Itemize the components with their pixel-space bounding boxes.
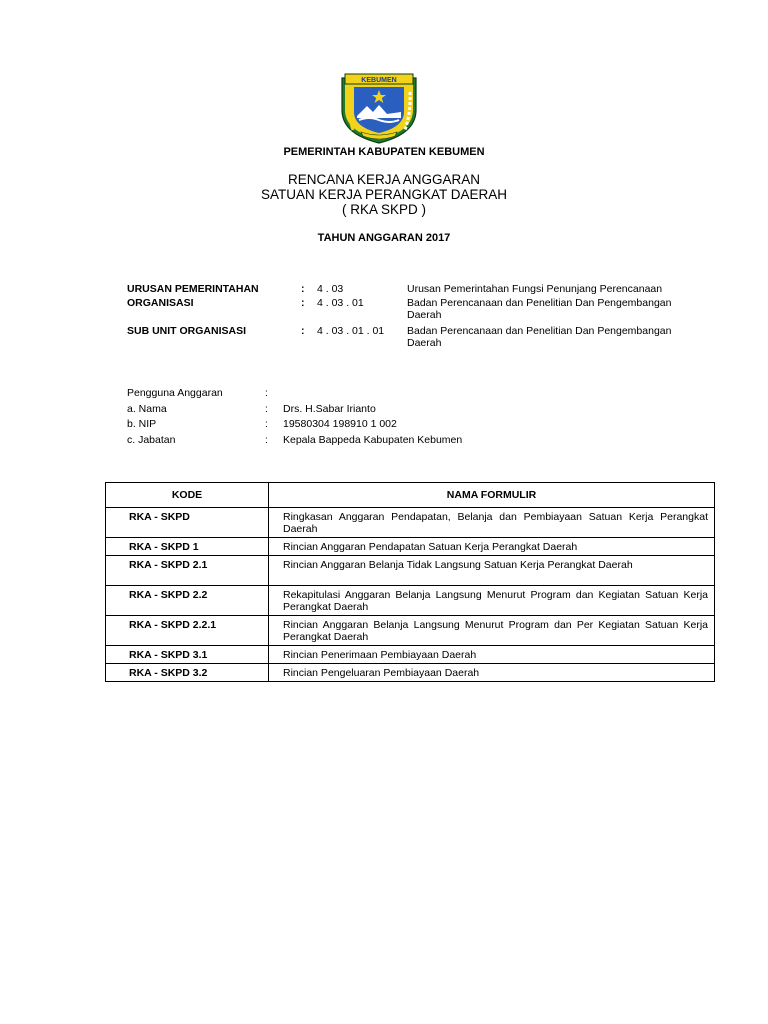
info-row-organisasi [127, 297, 707, 325]
info-code: 4 . 03 . 01 [317, 297, 364, 309]
organization-info [127, 283, 707, 353]
table-header-row [106, 483, 715, 508]
form-code: RKA - SKPD 3.1 [106, 646, 269, 664]
budget-user-label: c. Jabatan [127, 433, 176, 446]
form-name: Rincian Anggaran Belanja Tidak Langsung Satuan Kerja Perangkat Daerah [269, 556, 715, 586]
table-row [106, 586, 715, 616]
form-code: RKA - SKPD 2.1 [106, 556, 269, 586]
table-row [106, 508, 715, 538]
government-name: PEMERINTAH KABUPATEN KEBUMEN [283, 146, 485, 158]
table-row [106, 616, 715, 646]
column-header-code: KODE [106, 483, 269, 508]
document-title-line-3: ( RKA SKPD ) [341, 202, 427, 217]
form-code: RKA - SKPD 2.2 [106, 586, 269, 616]
form-code: RKA - SKPD 1 [106, 538, 269, 556]
budget-user-label: b. NIP [127, 418, 157, 430]
budget-user-colon: : [265, 418, 268, 430]
table-row [106, 538, 715, 556]
form-name: Ringkasan Anggaran Pendapatan, Belanja dan Pembiayaan Satuan Kerja Perangkat Daerah [269, 508, 715, 538]
fiscal-year: TAHUN ANGGARAN 2017 [317, 232, 451, 244]
svg-text:KEBUMEN: KEBUMEN [361, 77, 397, 84]
info-label: URUSAN PEMERINTAHAN [127, 283, 259, 295]
form-name: Rincian Pengeluaran Pembiayaan Daerah [269, 664, 715, 682]
budget-user-colon: : [265, 387, 268, 399]
budget-user-row-position [127, 434, 707, 450]
budget-user-heading: Pengguna Anggaran [127, 387, 223, 399]
budget-user-colon: : [265, 433, 268, 446]
info-colon: : [301, 325, 305, 337]
info-label: ORGANISASI [127, 297, 194, 309]
info-colon: : [301, 283, 305, 295]
form-code: RKA - SKPD [106, 508, 269, 538]
info-code: 4 . 03 [317, 283, 344, 295]
budget-user-value: Drs. H.Sabar Irianto [283, 402, 376, 415]
budget-user-label: a. Nama [127, 402, 167, 415]
info-row-urusan [127, 283, 707, 297]
budget-user-value: Kepala Bappeda Kabupaten Kebumen [283, 433, 463, 446]
budget-user-heading-row [127, 387, 707, 403]
document-title-line-2: SATUAN KERJA PERANGKAT DAERAH [260, 187, 508, 202]
form-name: Rincian Penerimaan Pembiayaan Daerah [269, 646, 715, 664]
info-label: SUB UNIT ORGANISASI [127, 325, 247, 337]
form-name: Rincian Anggaran Belanja Langsung Menurut Program dan Per Kegiatan Satuan Kerja Perangkat Daerah [269, 616, 715, 646]
info-code: 4 . 03 . 01 . 01 [317, 325, 385, 337]
table-row [106, 664, 715, 682]
form-code: RKA - SKPD 2.2.1 [106, 616, 269, 646]
info-description: Urusan Pemerintahan Fungsi Penunjang Perencanaan [407, 283, 663, 295]
form-name: Rincian Anggaran Pendapatan Satuan Kerja Perangkat Daerah [269, 538, 715, 556]
form-name: Rekapitulasi Anggaran Belanja Langsung Menurut Program dan Kegiatan Satuan Kerja Perangkat Daerah [269, 586, 715, 616]
document-title-line-1: RENCANA KERJA ANGGARAN [287, 172, 481, 187]
budget-user-block [127, 387, 707, 449]
info-row-sub-unit [127, 325, 707, 353]
budget-user-colon: : [265, 402, 268, 415]
budget-user-row-nip [127, 418, 707, 434]
table-row [106, 556, 715, 586]
kebumen-coat-of-arms-icon [339, 72, 419, 145]
info-description: Badan Perencanaan dan Penelitian Dan Pengembangan Daerah [407, 325, 672, 349]
budget-user-row-name [127, 403, 707, 419]
budget-user-value: 19580304 198910 1 002 [283, 418, 397, 430]
info-colon: : [301, 297, 305, 309]
forms-table [105, 482, 715, 682]
column-header-form-name: NAMA FORMULIR [269, 483, 715, 508]
table-row [106, 646, 715, 664]
form-code: RKA - SKPD 3.2 [106, 664, 269, 682]
info-description: Badan Perencanaan dan Penelitian Dan Pengembangan Daerah [407, 297, 672, 321]
